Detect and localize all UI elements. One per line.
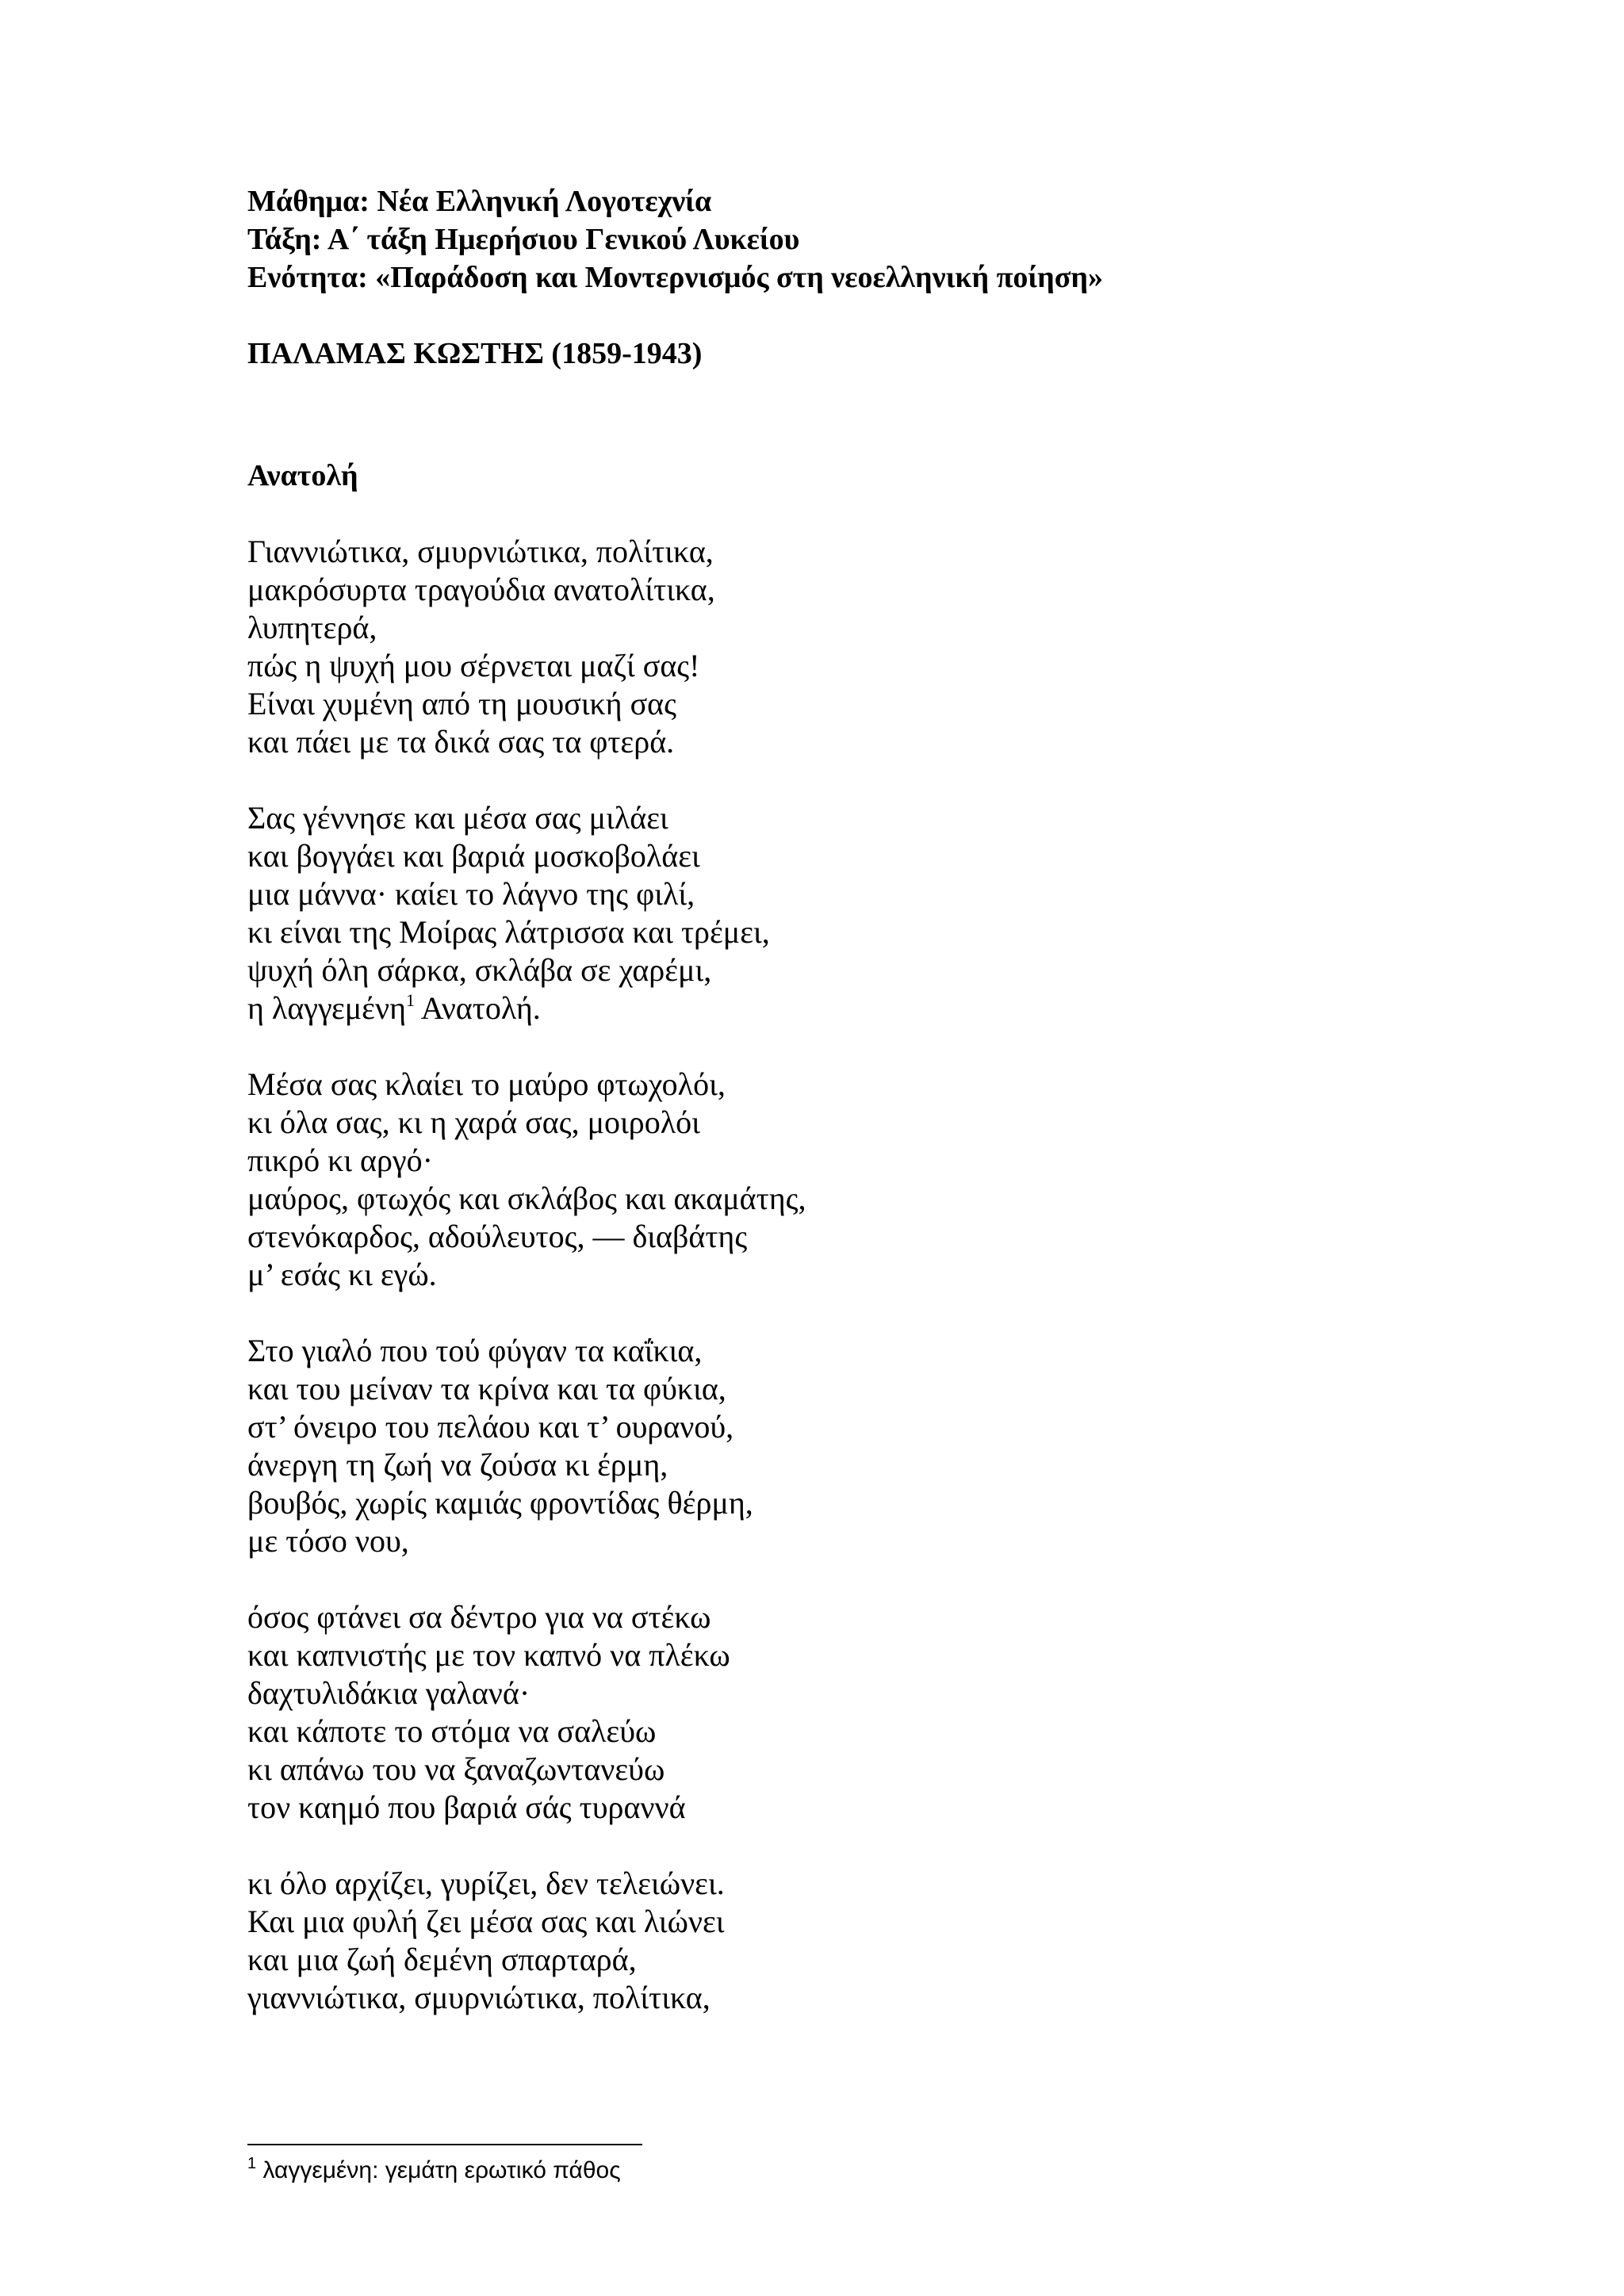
verse: στ’ όνειρο του πελάου και τ’ ουρανού, [247, 1409, 734, 1445]
footnote [247, 2155, 621, 2187]
poem-body [247, 533, 1437, 2017]
verse-with-footnote [247, 989, 1437, 1027]
verse: με τόσο νου, [247, 1523, 409, 1559]
verse: πικρό κι αργό· [247, 1142, 433, 1178]
verse: δαχτυλιδάκια γαλανά· [247, 1675, 530, 1711]
verse: και μια ζωή δεμένη σπαρταρά, [247, 1942, 637, 1977]
verse: και βογγάει και βαριά μοσκοβολάει [247, 838, 700, 874]
verse: και του μείναν τα κρίνα και τα φύκια, [247, 1371, 726, 1406]
grade-line: Τάξη: Α΄ τάξη Ημερήσιου Γενικού Λυκείου [247, 223, 800, 256]
footnote-text: λαγγεμένη: γεμάτη ερωτικό πάθος [262, 2157, 621, 2183]
verse: μακρόσυρτα τραγούδια ανατολίτικα, [247, 572, 715, 607]
verse: κι όλο αρχίζει, γυρίζει, δεν τελειώνει. [247, 1866, 725, 1901]
verse: και καπνιστής με τον καπνό να πλέκω [247, 1637, 730, 1673]
verse: Γιαννιώτικα, σμυρνιώτικα, πολίτικα, [247, 534, 714, 569]
stanza-1 [247, 533, 1437, 761]
verse: Μέσα σας κλαίει το μαύρο φτωχολόι, [247, 1066, 726, 1102]
footnote-number: 1 [247, 2155, 257, 2172]
verse: λυπητερά, [247, 610, 377, 645]
verse: κι όλα σας, κι η χαρά σας, μοιρολόι [247, 1104, 700, 1140]
verse: άνεργη τη ζωή να ζούσα κι έρμη, [247, 1447, 668, 1483]
stanza-4 [247, 1332, 1437, 1560]
verse: Σας γέννησε και μέσα σας μιλάει [247, 800, 668, 836]
verse: τον καημό που βαριά σάς τυραννά [247, 1789, 686, 1825]
poem-title: Ανατολή [247, 459, 358, 492]
verse-text: η λαγγεμένη [247, 990, 406, 1026]
verse-text: Ανατολή. [420, 990, 541, 1026]
footnote-separator [247, 2144, 642, 2145]
unit-line: Ενότητα: «Παράδοση και Μοντερνισμός στη νεοελληνική ποίηση» [247, 261, 1103, 294]
verse: κι απάνω του να ξαναζωντανεύω [247, 1751, 665, 1787]
stanza-6 [247, 1865, 1437, 2017]
document-header [247, 182, 1437, 297]
verse: και κάποτε το στόμα να σαλεύω [247, 1713, 657, 1749]
verse: στενόκαρδος, αδούλευτος, — διαβάτης [247, 1219, 748, 1254]
verse: πώς η ψυχή μου σέρνεται μαζί σας! [247, 648, 700, 683]
lesson-line: Μάθημα: Νέα Ελληνική Λογοτεχνία [247, 185, 712, 218]
verse: μαύρος, φτωχός και σκλάβος και ακαμάτης, [247, 1181, 806, 1216]
verse: μια μάννα· καίει το λάγνο της φιλί, [247, 876, 695, 912]
verse: Και μια φυλή ζει μέσα σας και λιώνει [247, 1904, 725, 1939]
verse: ψυχή όλη σάρκα, σκλάβα σε χαρέμι, [247, 952, 712, 988]
document-page [247, 182, 1437, 2055]
verse: μ’ εσάς κι εγώ. [247, 1257, 437, 1292]
verse: βουβός, χωρίς καμιάς φροντίδας θέρμη, [247, 1485, 753, 1521]
verse: γιαννιώτικα, σμυρνιώτικα, πολίτικα, [247, 1980, 710, 2015]
verse: Στο γιαλό που τού φύγαν τα καΐκια, [247, 1333, 703, 1368]
author-heading: ΠΑΛΑΜΑΣ ΚΩΣΤΗΣ (1859-1943) [247, 337, 703, 370]
verse: και πάει με τα δικά σας τα φτερά. [247, 724, 675, 760]
verse: Είναι χυμένη από τη μουσική σας [247, 686, 676, 721]
verse: όσος φτάνει σα δέντρο για να στέκω [247, 1599, 711, 1635]
stanza-2 [247, 799, 1437, 1027]
footnote-marker: 1 [405, 990, 415, 1010]
stanza-3 [247, 1066, 1437, 1294]
verse: κι είναι της Μοίρας λάτρισσα και τρέμει, [247, 914, 770, 950]
stanza-5 [247, 1598, 1437, 1827]
